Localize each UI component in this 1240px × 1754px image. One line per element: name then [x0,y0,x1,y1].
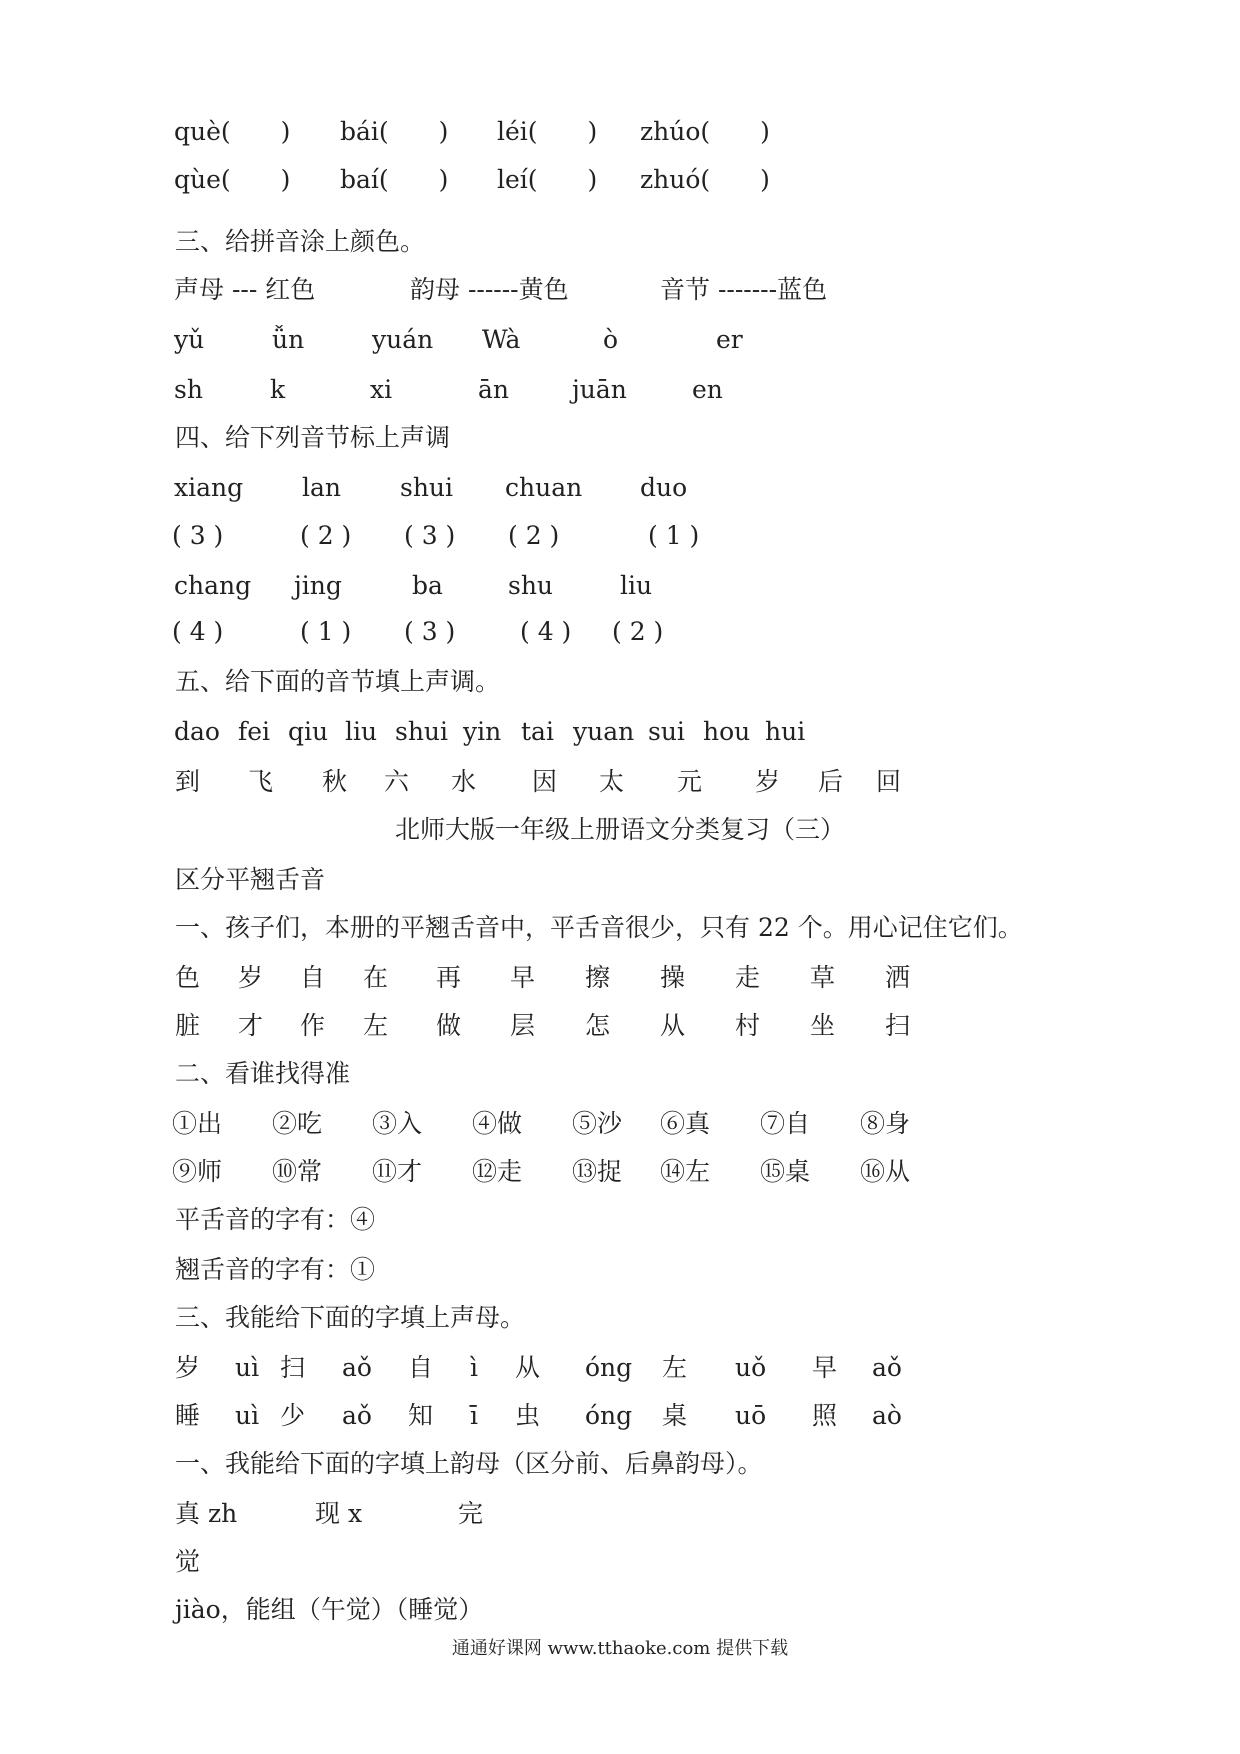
character: 操 [660,963,686,992]
final-syllable: aǒ [872,1353,902,1382]
character: 早 [812,1353,838,1382]
character: 太 [599,767,625,796]
syllable: liu [345,717,378,746]
section-3-title: 三、给拼音涂上颜色。 [175,227,426,256]
final-syllable: aǒ [342,1353,372,1382]
syllable: chuan [505,473,583,502]
character-with-initial: 现 x [315,1499,363,1528]
syllable: ba [412,571,443,600]
numbered-char: ⑤沙 [572,1109,623,1138]
syllable: duo [640,473,688,502]
choice-item: què( ) [174,117,291,146]
syllable: lan [302,473,342,502]
tone-number: ( 1 ) [300,617,352,646]
numbered-char: ②吃 [272,1109,323,1138]
flat-char-row-1 [0,958,1240,998]
character: 岁 [175,1353,201,1382]
tone-number-row-1 [0,516,1240,556]
choice-item: bái( ) [340,117,449,146]
character-with-initial: 完 [458,1499,484,1528]
character: 后 [818,767,844,796]
character: 早 [510,963,536,992]
tone-number: ( 2 ) [300,521,352,550]
subtitle: 区分平翘舌音 [175,865,326,894]
character: 睡 [175,1401,201,1430]
numbered-char: ⑮桌 [760,1157,811,1186]
numbered-char: ⑥真 [660,1109,711,1138]
final-syllable: ī [470,1401,478,1430]
syllable: dao [174,717,220,746]
syllable: xi [370,375,393,404]
character: 桌 [662,1401,688,1430]
character: 六 [384,767,410,796]
pinyin-choice-row-2 [0,160,1240,200]
character: 在 [363,963,389,992]
character: 色 [175,963,201,992]
numbered-char-row-2 [0,1152,1240,1192]
numbered-char: ⑧身 [860,1109,911,1138]
tone-number: ( 2 ) [612,617,664,646]
jue-char: 觉 [175,1547,201,1576]
syllable: shui [400,473,454,502]
character: 水 [451,767,477,796]
initial-fill-row-2 [0,1396,1240,1436]
final-fill-row [0,1494,1240,1534]
p3-title: 三、我能给下面的字填上声母。 [175,1303,526,1332]
p4-title: 一、我能给下面的字填上韵母（区分前、后鼻韵母）。 [175,1449,763,1478]
legend-item: 韵母 ------黄色 [410,275,569,304]
pinyin-choice-row-1 [0,112,1240,152]
legend-item: 声母 --- 红色 [174,275,316,304]
character: 到 [175,767,201,796]
choice-item: qùe( ) [174,165,291,194]
choice-item: leí( ) [497,165,598,194]
character-row [0,762,1240,802]
syllable: shui [395,717,449,746]
curl-answer: 翘舌音的字有：① [175,1255,376,1284]
tone-number-row-2 [0,612,1240,652]
numbered-char: ⑦自 [760,1109,811,1138]
numbered-char: ①出 [172,1109,223,1138]
character: 层 [510,1011,536,1040]
tone-number: ( 3 ) [172,521,224,550]
final-syllable: óng [585,1401,633,1430]
syllable: tai [521,717,554,746]
character: 扫 [280,1353,306,1382]
tone-syllable-row-1 [0,468,1240,508]
final-syllable: aò [872,1401,902,1430]
page-footer: 通通好课网 www.tthaoke.com 提供下载 [451,1638,789,1659]
numbered-char: ⑯从 [860,1157,911,1186]
character: 秋 [322,767,348,796]
syllable: yuán [372,325,434,354]
character: 怎 [585,1011,611,1040]
flat-char-row-2 [0,1006,1240,1046]
character: 从 [515,1353,541,1382]
final-syllable: uō [735,1401,767,1430]
character: 洒 [885,963,911,992]
section-5-title: 五、给下面的音节填上声调。 [175,667,501,696]
syllable: k [270,375,286,404]
final-syllable: ì [470,1353,478,1382]
syllable: qiu [288,717,329,746]
character: 才 [238,1011,264,1040]
final-syllable: aǒ [342,1401,372,1430]
syllable: en [692,375,723,404]
syllable: yuan [573,717,635,746]
legend-item: 音节 -------蓝色 [660,275,828,304]
numbered-char: ④做 [472,1109,523,1138]
character-with-initial: 真 zh [175,1499,238,1528]
final-syllable: óng [585,1353,633,1382]
final-syllable: uì [235,1353,260,1382]
character: 自 [408,1353,434,1382]
part-title: 北师大版一年级上册语文分类复习（三） [394,815,845,844]
tone-number: ( 2 ) [508,521,560,550]
character: 再 [436,963,462,992]
character: 坐 [810,1011,836,1040]
character: 少 [280,1401,306,1430]
character: 知 [408,1401,434,1430]
character: 左 [662,1353,688,1382]
syllable: hou [703,717,751,746]
final-syllable: uǒ [735,1353,767,1382]
choice-item: léi( ) [497,117,598,146]
character: 草 [810,963,836,992]
syllable: chang [174,571,252,600]
syllable: fei [238,717,271,746]
character: 脏 [175,1011,201,1040]
character: 岁 [755,767,781,796]
syllable: yin [463,717,502,746]
pinyin-row [0,712,1240,752]
choice-item: zhúo( ) [640,117,770,146]
initial-fill-row-1 [0,1348,1240,1388]
character: 做 [436,1011,462,1040]
character: 从 [660,1011,686,1040]
numbered-char: ⑨师 [172,1157,223,1186]
character: 擦 [585,963,611,992]
character: 虫 [515,1401,541,1430]
final-syllable: uì [235,1401,260,1430]
character: 左 [363,1011,389,1040]
syllable: shu [508,571,554,600]
p2-title: 二、看谁找得准 [175,1059,351,1088]
numbered-char: ⑬捉 [572,1157,623,1186]
character: 回 [876,767,902,796]
syllable: er [716,325,743,354]
syllable: yǔ [174,325,205,354]
syllable: ān [478,375,510,404]
character: 作 [300,1011,326,1040]
character: 村 [735,1011,761,1040]
character: 走 [735,963,761,992]
tone-number: ( 4 ) [172,617,224,646]
syllable: hui [765,717,806,746]
syllable: ò [603,325,619,354]
tone-syllable-row-2 [0,566,1240,606]
syllable: xiang [174,473,244,502]
jiao-line: jiào，能组（午觉）（睡觉） [175,1595,484,1624]
numbered-char: ⑩常 [272,1157,323,1186]
tone-number: ( 4 ) [520,617,572,646]
syllable: liu [620,571,653,600]
tone-number: ( 3 ) [404,521,456,550]
tone-number: ( 1 ) [648,521,700,550]
color-legend-row [0,270,1240,310]
syllable: sui [648,717,685,746]
flat-answer: 平舌音的字有：④ [175,1205,376,1234]
character: 岁 [238,963,264,992]
numbered-char: ⑫走 [472,1157,523,1186]
syllable: jing [294,571,342,600]
character: 元 [677,767,703,796]
character: 自 [300,963,326,992]
syllable: ǚn [272,325,305,354]
syllable: juān [572,375,627,404]
choice-item: zhuó( ) [640,165,770,194]
syllable: sh [174,375,203,404]
syllable: Wà [482,325,521,354]
character: 因 [532,767,558,796]
p1-title: 一、孩子们，本册的平翘舌音中，平舌音很少，只有 22 个。用心记住它们。 [175,913,1023,942]
numbered-char: ⑭左 [660,1157,711,1186]
numbered-char: ⑪才 [372,1157,423,1186]
numbered-char-row-1 [0,1104,1240,1144]
numbered-char: ③入 [372,1109,423,1138]
character: 扫 [885,1011,911,1040]
choice-item: baí( ) [340,165,449,194]
character: 飞 [248,767,274,796]
syllable-row-1 [0,320,1240,360]
tone-number: ( 3 ) [404,617,456,646]
syllable-row-2 [0,370,1240,410]
character: 照 [812,1401,838,1430]
section-4-title: 四、给下列音节标上声调 [175,423,451,452]
